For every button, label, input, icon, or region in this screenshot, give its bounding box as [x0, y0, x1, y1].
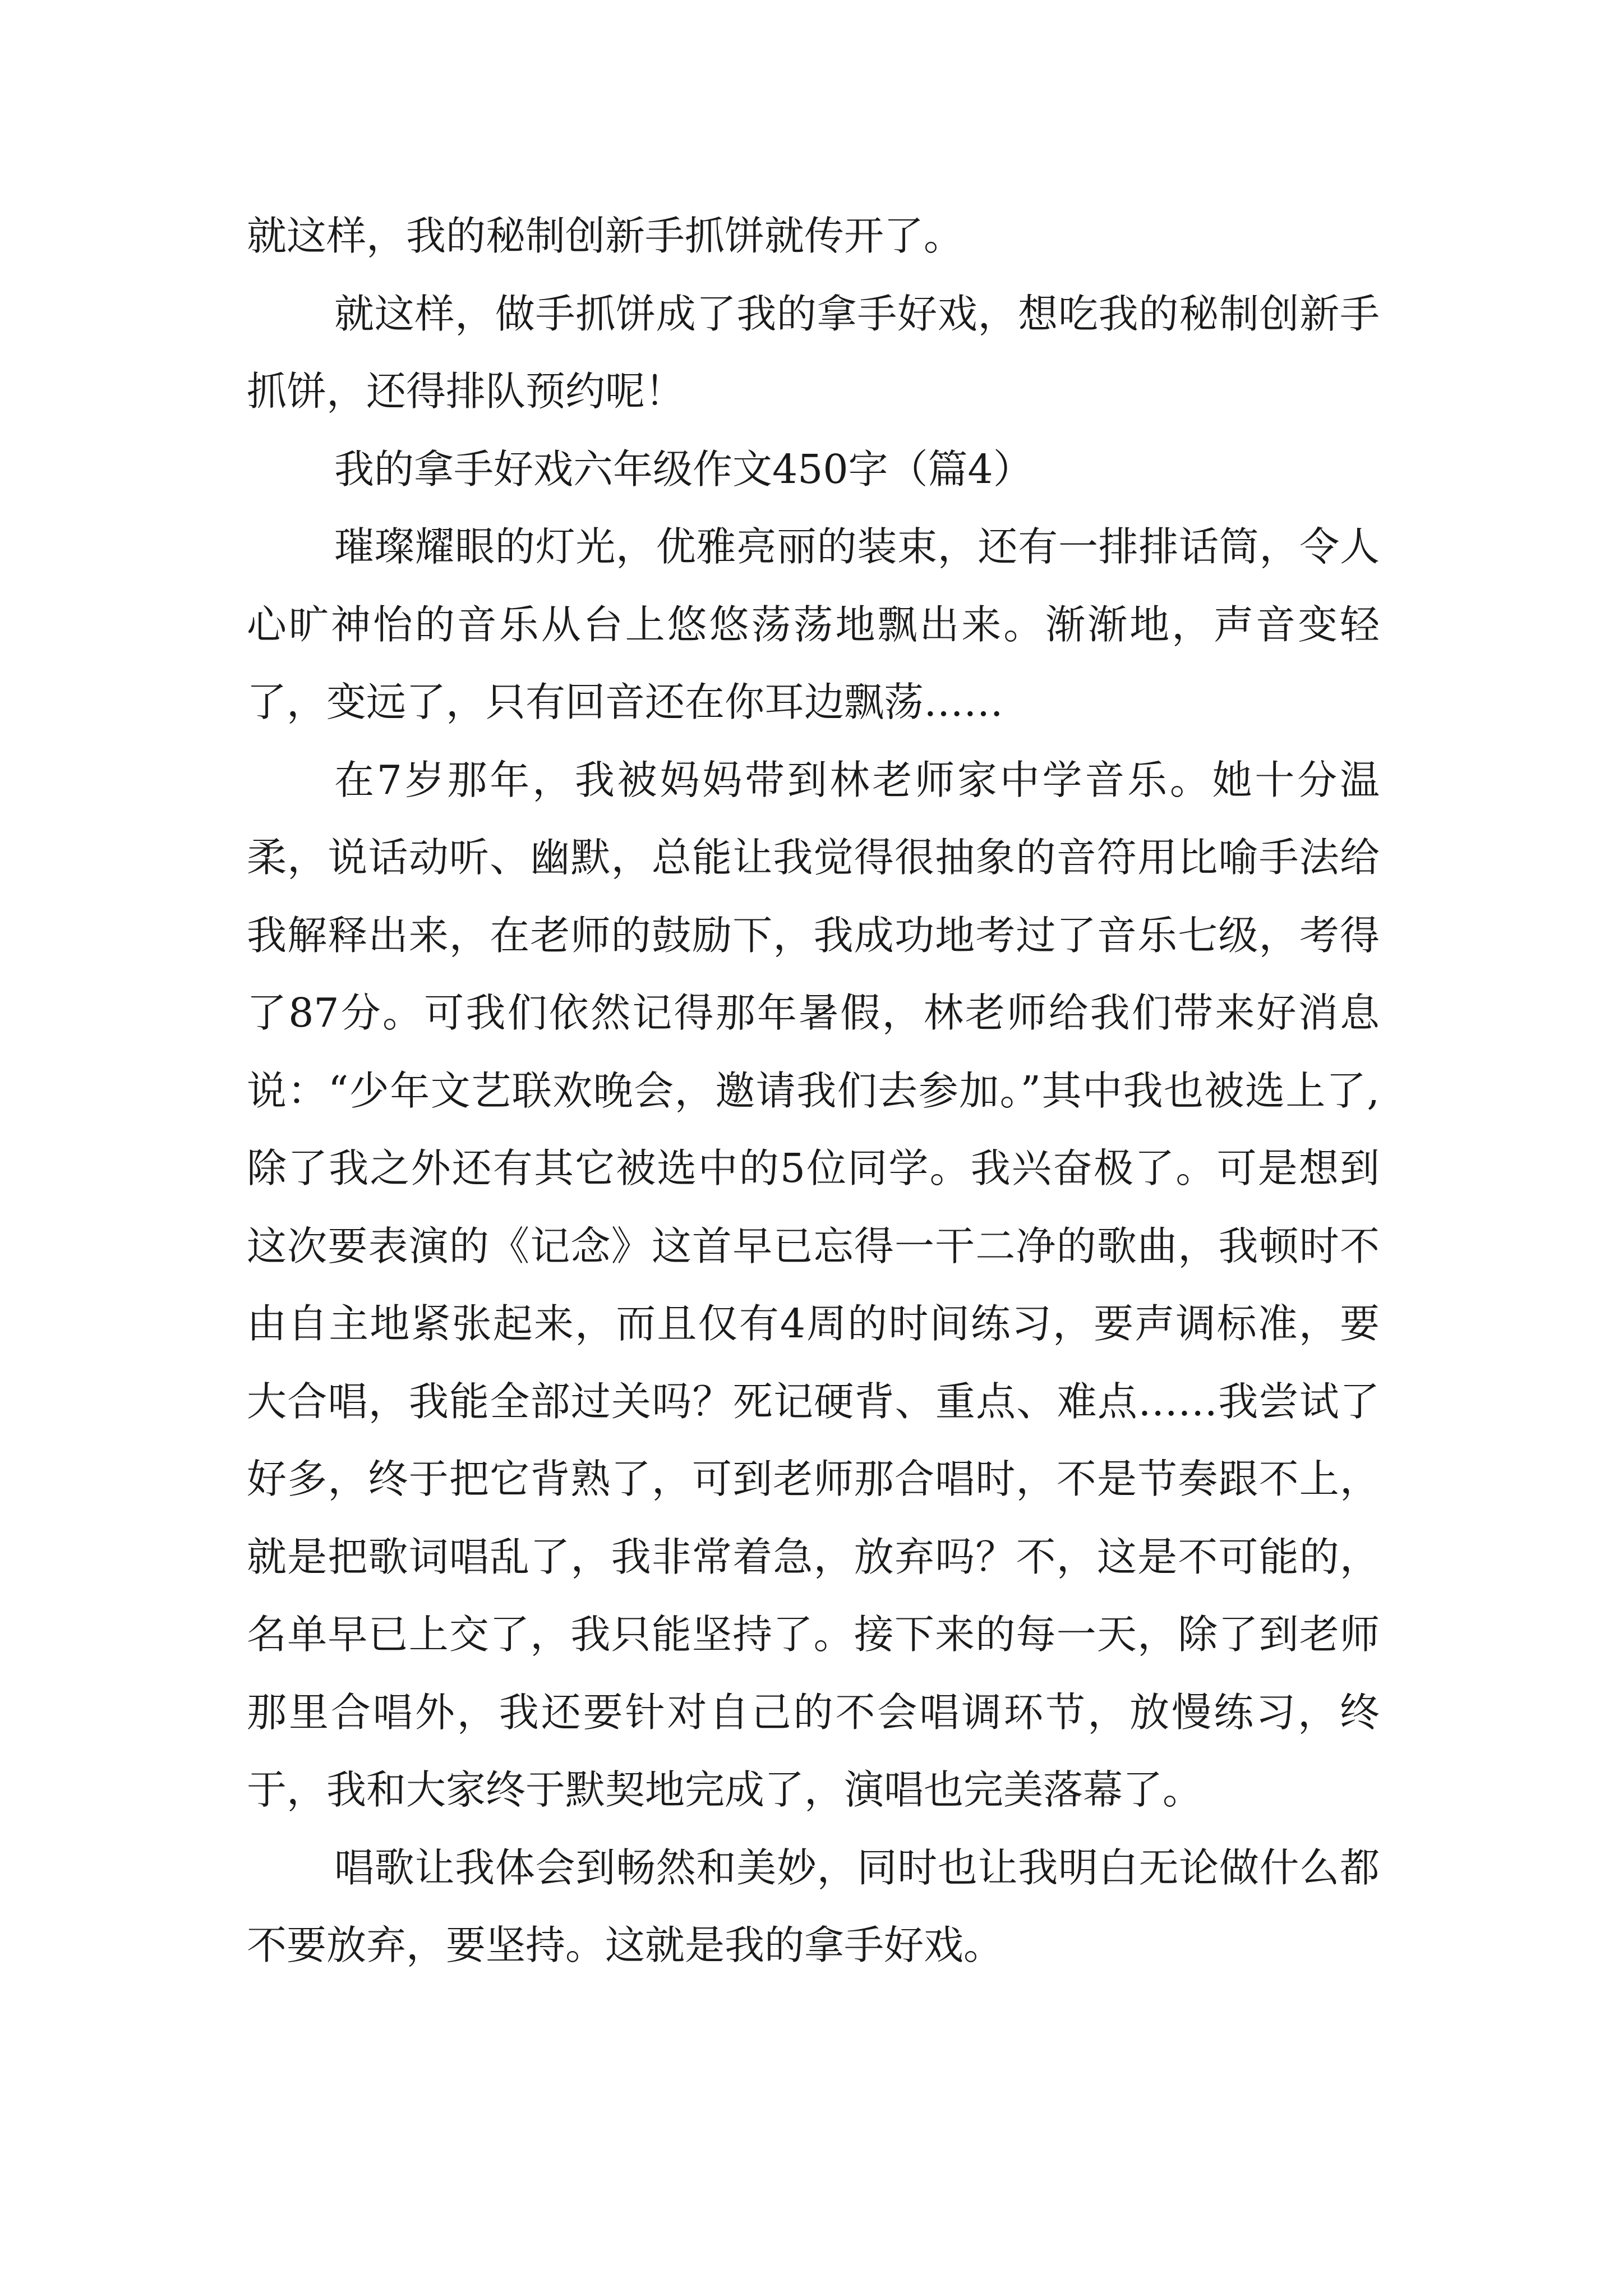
paragraph-intro: 璀璨耀眼的灯光，优雅亮丽的装束，还有一排排话筒，令人心旷神怡的音乐从台上悠悠荡荡地飘出来。渐渐地，声音变轻了，变远了，只有回音还在你耳边飘荡……	[247, 523, 1380, 725]
paragraph-story: 在7岁那年，我被妈妈带到林老师家中学音乐。她十分温柔，说话动听、幽默，总能让我觉得很抽象的音符用比喻手法给我解释出来，在老师的鼓励下，我成功地考过了音乐七级，考得了87分。可我们依然记得那年暑假，林老师给我们带来好消息说：“少年文艺联欢晚会，邀请我们去参加。”其中我也被选上了,除了我之外还有其它被选中的5位同学。我兴奋极了。可是想到这次要表演的《记念》这首早已忘得一干二净的歌曲，我顿时不由自主地紧张起来，而且仅有4周的时间练习，要声调标准，要大合唱，我能全部过关吗？死记硬背、重点、难点……我尝试了好多，终于把它背熟了，可到老师那合唱时，不是节奏跟不上，就是把歌词唱乱了，我非常着急，放弃吗？不，这是不可能的，名单早已上交了，我只能坚持了。接下来的每一天，除了到老师那里合唱外，我还要针对自己的不会唱调环节，放慢练习，终于，我和大家终于默契地完成了，演唱也完美落幕了。	[247, 756, 1380, 1813]
document-body	[247, 197, 1380, 1985]
paragraph-continuation: 就这样，我的秘制创新手抓饼就传开了。	[247, 213, 964, 259]
paragraph-closing: 唱歌让我体会到畅然和美妙，同时也让我明白无论做什么都不要放弃，要坚持。这就是我的拿手好戏。	[247, 1844, 1380, 1968]
section-heading: 我的拿手好戏六年级作文450字（篇4）	[334, 445, 1033, 493]
paragraph-conclusion: 就这样，做手抓饼成了我的拿手好戏，想吃我的秘制创新手抓饼，还得排队预约呢！	[247, 290, 1380, 415]
